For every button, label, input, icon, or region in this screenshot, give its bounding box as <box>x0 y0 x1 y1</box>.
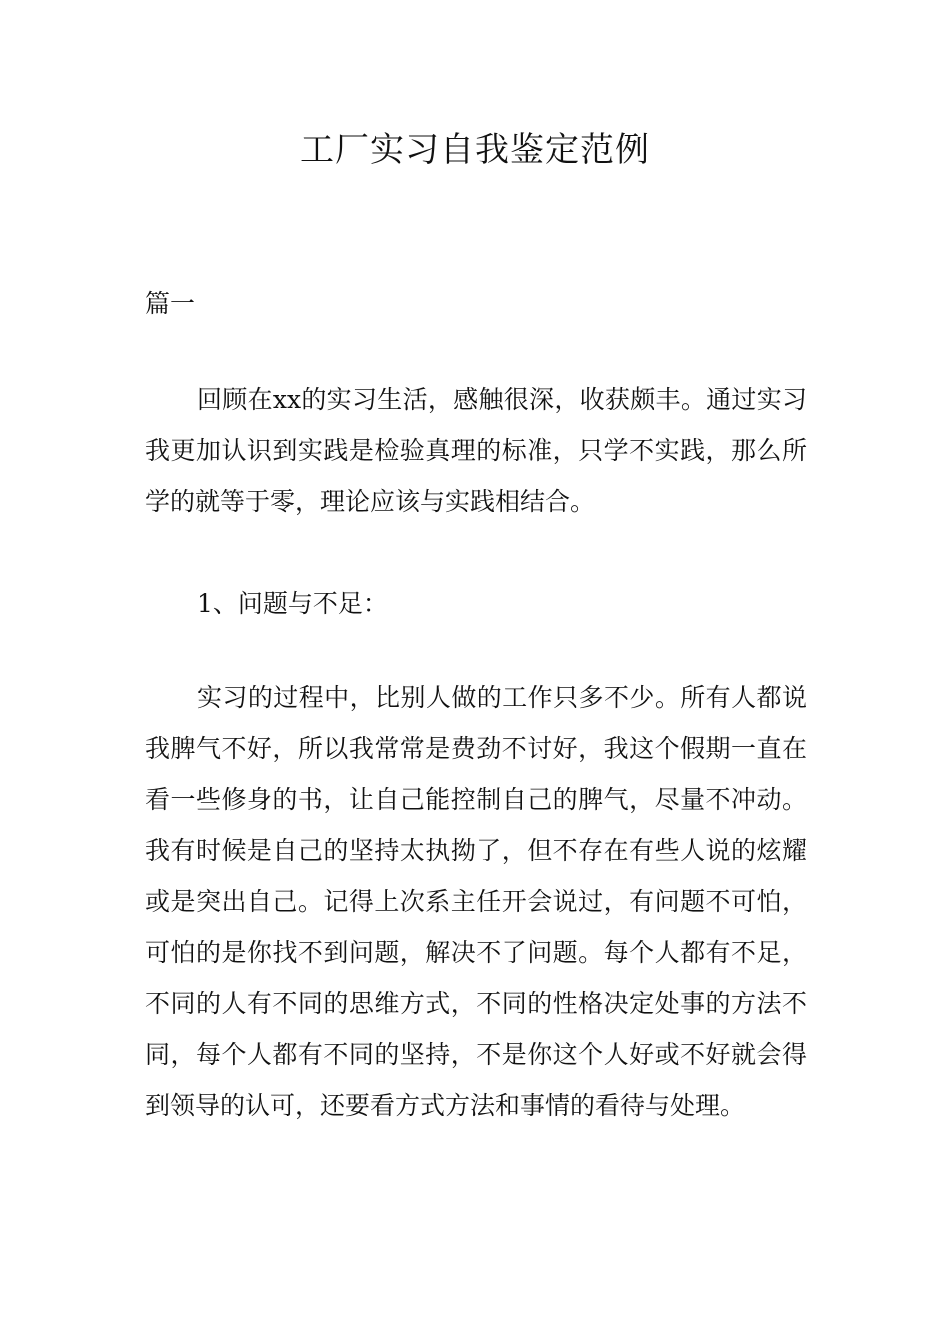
document-title: 工厂实习自我鉴定范例 <box>300 130 650 170</box>
item-heading: 1、问题与不足： <box>197 589 388 618</box>
paragraph-body: 实习的过程中，比别人做的工作只多不少。所有人都说我脾气不好，所以我常常是费劲不讨好，我这个假期一直在看一些修身的书，让自己能控制自己的脾气，尽量不冲动。我有时候是自己的坚持太执拗了，但不存在有些人说的炫耀或是突出自己。记得上次系主任开会说过，有问题不可怕，可怕的是你找不到问题，解决不了问题。每个人都有不足，不同的人有不同的思维方式，不同的性格决定处事的方法不同，每个人都有不同的坚持，不是你这个人好或不好就会得到领导的认可，还要看方式方法和事情的看待与处理。 <box>145 683 807 1120</box>
section-label: 篇一 <box>145 289 196 318</box>
paragraph-intro: 回顾在xx的实习生活，感触很深，收获颇丰。通过实习我更加认识到实践是检验真理的标准，只学不实践，那么所学的就等于零，理论应该与实践相结合。 <box>145 385 807 516</box>
